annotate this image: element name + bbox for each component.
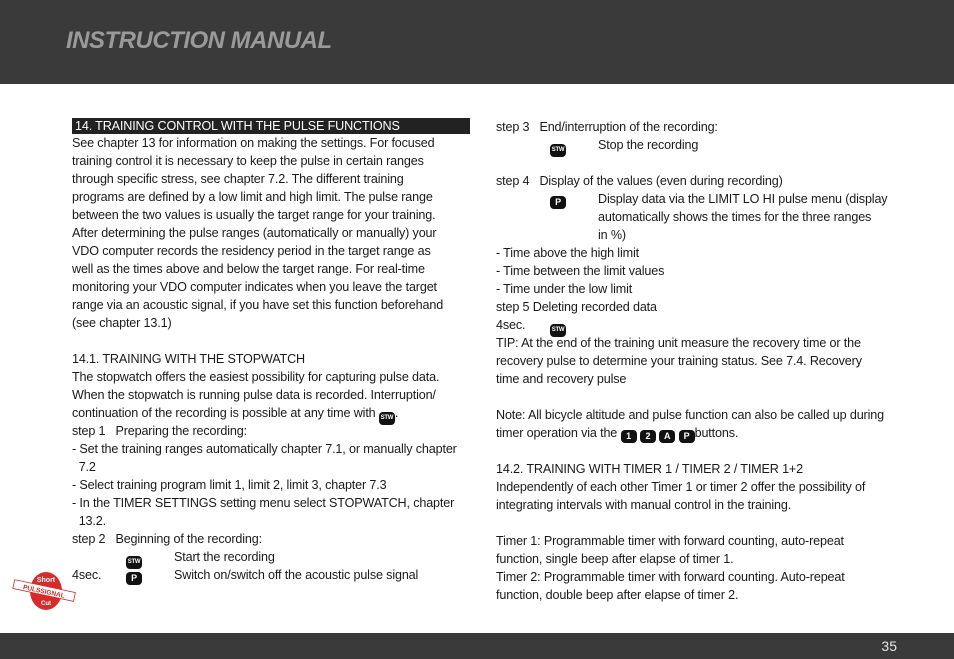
- intro-line: well as the times above and below the target range. For real-time: [72, 262, 425, 276]
- button-2-icon: 2: [640, 430, 656, 443]
- section-title-14: 14. TRAINING CONTROL WITH THE PULSE FUNCTIONS: [72, 118, 470, 134]
- step-4-line: Display data via the LIMIT LO HI pulse menu (display: [598, 192, 888, 206]
- logo-text-bottom: Cut: [41, 601, 51, 607]
- step-3: step 3 End/interruption of the recording:: [496, 120, 718, 134]
- stopwatch-paragraph: [72, 368, 472, 404]
- tip-line: TIP: At the end of the training unit measure the recovery time or the: [496, 336, 861, 350]
- step-2-start-row: STW Start the recording: [72, 548, 472, 566]
- step-2-signal-row: 4sec. P Switch on/switch off the acoustic pulse signal: [72, 568, 419, 583]
- note-line-2: timer operation via the 1 2 A P buttons.: [496, 426, 739, 441]
- intro-line: monitoring your VDO computer indicates when you leave the target: [72, 280, 437, 294]
- timer-1-line: function, single beep after elapse of timer 1.: [496, 552, 734, 566]
- time-list-item: - Time under the low limit: [496, 282, 633, 296]
- step-2: step 2 Beginning of the recording:: [72, 532, 262, 546]
- step-1-item: - In the TIMER SETTINGS setting menu select STOPWATCH, chapter: [72, 496, 455, 510]
- timer-2-line: function, double beep after elapse of timer 2.: [496, 588, 739, 602]
- times-list: [496, 244, 896, 298]
- stopwatch-line: When the stopwatch is running pulse data is recorded. Interruption/: [72, 388, 436, 402]
- stw-button-icon: STW: [126, 556, 142, 569]
- short-pulssignal-cut-logo: [12, 569, 76, 611]
- timer-1-line: Timer 1: Programmable timer with forward counting, auto-repeat: [496, 534, 844, 548]
- intro-paragraph: [72, 134, 472, 332]
- manual-title: INSTRUCTION MANUAL: [66, 27, 332, 54]
- logo-text-top: Short: [36, 577, 56, 584]
- stw-button-icon: STW: [379, 412, 395, 425]
- intro-line: VDO computer records the residency period in the target range as: [72, 244, 431, 258]
- tip-line: recovery pulse to determine your training status. See 7.4. Recovery: [496, 354, 862, 368]
- stw-button-icon: STW: [550, 144, 566, 157]
- time-list-item: - Time above the high limit: [496, 246, 639, 260]
- tip-line: time and recovery pulse: [496, 372, 627, 386]
- timer-intro-line: Independently of each other Timer 1 or timer 2 offer the possibility of: [496, 480, 866, 494]
- timer-intro: [496, 478, 896, 514]
- intro-line: between the two values is usually the target range for your training.: [72, 208, 436, 222]
- p-button-icon: P: [679, 430, 695, 443]
- step-4-display-row: [496, 190, 896, 244]
- step-1-list: [72, 440, 472, 530]
- intro-line: programs are defined by a low limit and high limit. The pulse range: [72, 190, 433, 204]
- subsection-title-14-1: 14.1. TRAINING WITH THE STOPWATCH: [72, 352, 305, 366]
- header-bar: [0, 0, 954, 84]
- step-5-row: 4sec. STW: [496, 316, 896, 334]
- step-1-item: 7.2: [72, 460, 96, 474]
- stw-button-icon: STW: [550, 324, 566, 337]
- button-1-icon: 1: [621, 430, 637, 443]
- timer-2-line: Timer 2: Programmable timer with forward counting. Auto-repeat: [496, 570, 845, 584]
- page-number: 35: [881, 638, 897, 654]
- p-button-icon: P: [126, 572, 142, 585]
- intro-line: range via an acoustic signal, if you have set this function beforehand: [72, 298, 444, 312]
- timer-2-text: [496, 568, 896, 604]
- footer-bar: [0, 633, 954, 659]
- step-5: step 5 Deleting recorded data: [496, 300, 657, 314]
- left-column: [72, 118, 472, 584]
- subsection-title-14-2: 14.2. TRAINING WITH TIMER 1 / TIMER 2 / TIMER 1+2: [496, 462, 803, 476]
- timer-1-text: [496, 532, 896, 568]
- intro-line: (see chapter 13.1): [72, 316, 172, 330]
- step-1-item: 13.2.: [72, 514, 106, 528]
- step-1-item: - Select training program limit 1, limit 2, limit 3, chapter 7.3: [72, 478, 387, 492]
- tip-paragraph: [496, 334, 896, 388]
- note-line-1: Note: All bicycle altitude and pulse function can also be called up during: [496, 408, 884, 422]
- step-4-line: in %): [598, 228, 626, 242]
- right-column: [496, 118, 896, 604]
- step-1: step 1 Preparing the recording:: [72, 424, 247, 438]
- step-4: step 4 Display of the values (even during recording): [496, 174, 783, 188]
- step-4-line: automatically shows the times for the three ranges: [598, 210, 872, 224]
- stopwatch-last-line: continuation of the recording is possible at any time with STW .: [72, 404, 472, 422]
- intro-line: See chapter 13 for information on making the settings. For focused: [72, 136, 435, 150]
- time-list-item: - Time between the limit values: [496, 264, 665, 278]
- p-button-icon: P: [550, 196, 566, 209]
- intro-line: training control it is necessary to keep the pulse in certain ranges: [72, 154, 424, 168]
- button-a-icon: A: [659, 430, 675, 443]
- intro-line: After determining the pulse ranges (automatically or manually) your: [72, 226, 437, 240]
- step-4-description: [598, 190, 887, 244]
- logo-text-mid: PULSSIGNAL: [22, 584, 66, 600]
- step-1-item: - Set the training ranges automatically chapter 7.1, or manually chapter: [72, 442, 457, 456]
- timer-intro-line: integrating intervals with manual control in the training.: [496, 498, 792, 512]
- step-3-stop-row: STW Stop the recording: [496, 136, 896, 154]
- stopwatch-line: The stopwatch offers the easiest possibility for capturing pulse data.: [72, 370, 440, 384]
- intro-line: through specific stress, see chapter 7.2. The different training: [72, 172, 404, 186]
